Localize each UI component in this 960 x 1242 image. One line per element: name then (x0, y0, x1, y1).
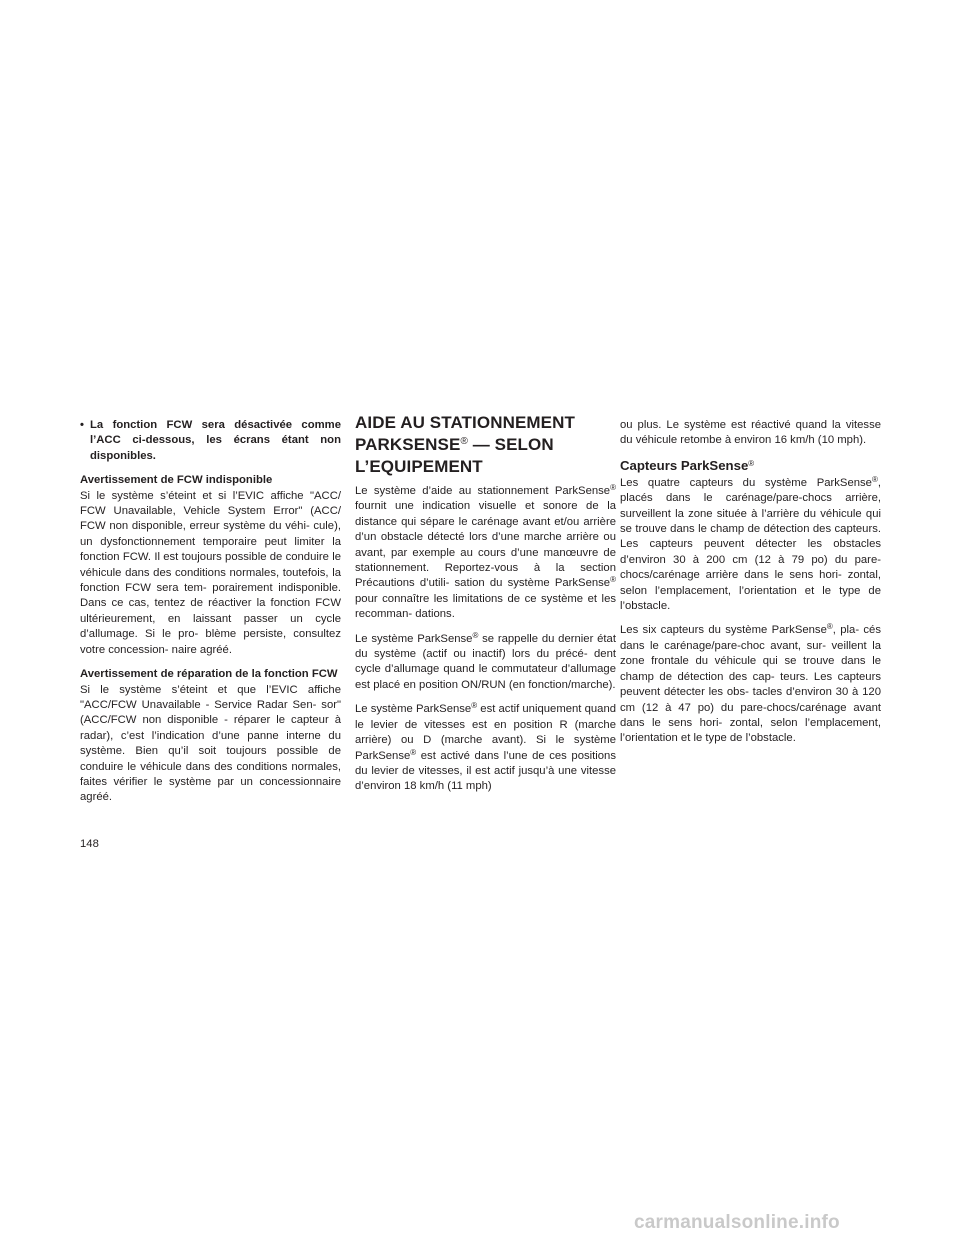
bullet-dot-icon: • (80, 419, 84, 431)
column-right (620, 418, 881, 756)
bullet-text: La fonction FCW sera désactivée comme l’ACC ci-dessous, les écrans étant non disponibles. (90, 419, 341, 462)
paragraph-fcw-service: Si le système s’éteint et que l’EVIC affiche "ACC/FCW Unavailable - Service Radar Sen- sor" (ACC/FCW non disponible - réparer le capteur à radar), c’est l’indication d’une panne interne du système. Bien qu’il soit toujours possible de conduire le véhicule dans des conditions normales, faites vérifier le système par un concessionnaire agréé. (80, 683, 341, 804)
paragraph-continued: ou plus. Le système est réactivé quand la vitesse du véhicule retombe à environ 16 km/h (10 mph). (620, 419, 881, 447)
paragraph-front-sensors: Les six capteurs du système ParkSense®, pla- cés dans le carénage/pare-choc avant, sur- veillent la zone frontale du véhicule qui se trouve dans le champ de détection des cap- teurs. Les capteurs peuvent détecter les obs- tacles d’environ 30 à 120 cm (12 à 47 po) du pare-chocs/carénage avant dans le sens hori- zontal, selon l’emplacement, l’orientation et le type de l’obstacle. (620, 622, 881, 745)
paragraph-parksense-active: Le système ParkSense® est actif uniquement quand le levier de vitesses est en position R (marche arrière) ou D (marche avant). Si le système ParkSense® est activé dans l’une de ces positions du levier de vitesses, il est actif jusqu’à une vitesse d’environ 18 km/h (11 mph) (355, 701, 617, 793)
subheading-fcw-unavailable: Avertissement de FCW indisponible (80, 474, 273, 487)
paragraph-fcw-unavailable: Si le système s’éteint et si l’EVIC affiche "ACC/ FCW Unavailable, Vehicle System Error" (ACC/ FCW non disponible, erreur système du véhi- cule), un dysfonctionnement temporaire peut limiter la fonction FCW. Il est toujours possible de conduire le véhicule dans des conditions normales, toutefois, la fonction FCW sera tem- porairement indisponible. Dans ce cas, tentez de réactiver la fonction FCW ultérieurement, en laissant passer un cycle d’allumage. Si le pro- blème persiste, consultez votre concession- naire agréé. (80, 489, 341, 656)
column-middle (355, 413, 617, 804)
bullet-item (80, 418, 341, 464)
subheading-fcw-service: Avertissement de réparation de la fonction FCW (80, 668, 338, 681)
paragraph-rear-sensors: Les quatre capteurs du système ParkSense®, placés dans le carénage/pare-chocs arrière, surveillent la zone située à l’arrière du véhicule qui se trouve dans le champ de détection des capteurs. Les capteurs peuvent détecter les obstacles d’environ 30 à 200 cm (12 à 79 po) du pare-chocs/carénage arrière dans le sens hori- zontal, selon l’emplacement, l’orientation et le type de l’obstacle. (620, 474, 881, 613)
section-heading-parksense: AIDE AU STATIONNEMENT PARKSENSE® — SELON L’EQUIPEMENT (355, 413, 575, 476)
paragraph-parksense-intro: Le système d’aide au stationnement ParkSense® fournit une indication visuelle et sonore de la distance qui sépare le carénage avant et/ou arrière d’un obstacle détecté lors d’une marche arrière ou avant, par exemple au cours d’une manœuvre de stationnement. Reportez-vous à la section Précautions d’utili- sation du système ParkSense® pour connaître les limitations de ce système et les recomman- dations. (355, 483, 616, 621)
column-left (80, 418, 341, 815)
page-number: 148 (80, 838, 99, 850)
watermark: carmanualsonline.info (634, 1212, 840, 1233)
subsection-heading-sensors: Capteurs ParkSense® (620, 457, 755, 473)
paragraph-parksense-memory: Le système ParkSense® se rappelle du dernier état du système (actif ou inactif) lors du précé- dent cycle d’allumage quand le commutateur d’allumage est placé en position ON/RUN (en fonction/marche). (355, 630, 616, 691)
